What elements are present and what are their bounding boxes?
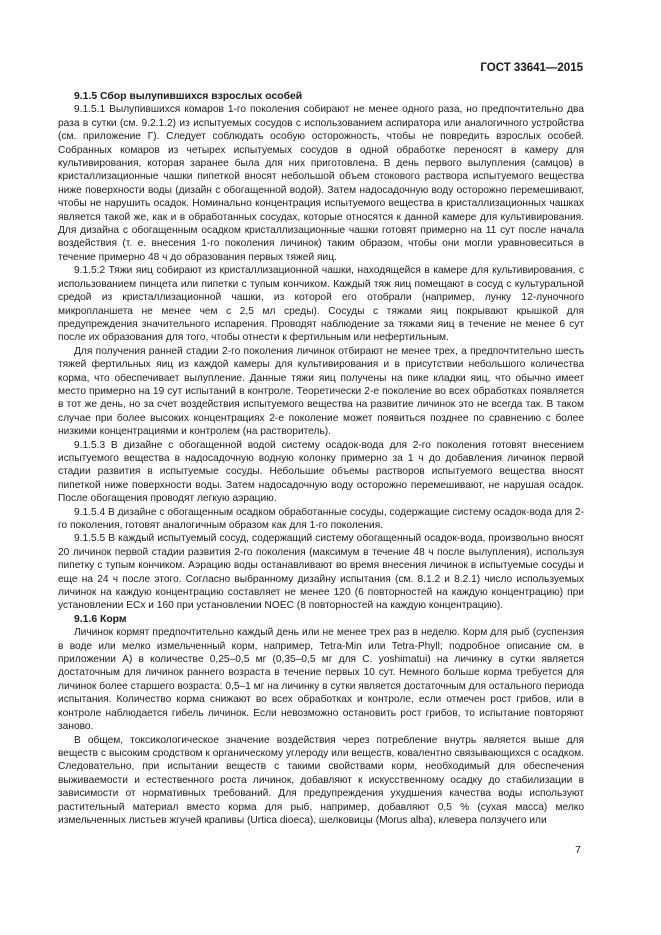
paragraph: 9.1.5.1 Вылупившихся комаров 1-го поколения собирают не менее одного раза, но предпочтительно два раза в сутки (см. 9.2.1.2) из испытуемых сосудов с использованием аспиратора или аналогичного устройства (см. приложение Г). Следует соблюдать особую осторожность, чтобы не повредить взрослых особей. Собранных комаров из четырех испытуемых сосудов в одной обработке переносят в камеру для культивирования, которая заранее была для них приготовлена. В день первого вылупления (самцов) в кристаллизационные чашки пипеткой вносят небольшой объем стокового раствора испытуемого вещества ниже поверхности воды (дизайн с обогащенной водой). Затем надосадочную воду осторожно перемешивают, чтобы не нарушить осадок. Номинально концентрация испытуемого вещества в кристаллизационных чашках является такой же, как и в обработанных сосудах, которые относятся к данной камере для культивирования. Для дизайна с обогащенным осадком кристаллизационные чашки готовят примерно на 11 сут после начала воздействия (т. е. внесения 1-го поколения личинок) таким образом, чтобы они могли уравновеситься в течение примерно 48 ч до образования первых тяжей яиц. [58,104,584,263]
document-body [58,90,584,827]
section-heading-9-1-5: 9.1.5 Сбор вылупившихся взрослых особей [74,91,303,102]
document-code: ГОСТ 33641—2015 [480,62,583,74]
paragraph: 9.1.5.4 В дизайне с обогащенным осадком обработанные сосуды, содержащие систему осадок-вода для 2-го поколения, готовят аналогичным образом как для 1-го поколения. [58,506,584,531]
paragraph: 9.1.5.2 Тяжи яиц собирают из кристаллизационной чашки, находящейся в камере для культивирования, с использованием пинцета или пипетки с тупым кончиком. Каждый тяж яиц помещают в сосуд с культуральной средой из кристаллизационной чашки, из которой его отобрали (например, лунку 12-луночного микропланшета не менее чем с 2,5 мл среды). Сосуды с тяжами яиц покрывают крышкой для предупреждения значительного испарения. Проводят наблюдение за тяжами яиц в течение не менее 6 сут после их образования для того, чтобы отнести к фертильным или нефертильным. [58,265,584,344]
section-heading-9-1-6: 9.1.6 Корм [74,613,127,625]
page-number: 7 [575,844,581,856]
paragraph: Для получения ранней стадии 2-го поколения личинок отбирают не менее трех, а предпочтительно шесть тяжей фертильных яиц из каждой камеры для культивирования и в присутствии небольшого количества корма, что обеспечивает вылупление. Данные тяжи яиц получены на пике кладки яиц, что обычно имеет место примерно на 19 сут испытаний в контроле. Теоретически 2-е поколение во всех обработках появляется в тот же день, но за счет воздействия испытуемого вещества на развитие личинок это не всегда так. В таком случае при более высоких концентрациях 2-е поколение может появиться позднее по сравнению с более низкими концентрациями и контролем (на растворитель). [58,345,584,438]
paragraph: 9.1.5.5 В каждый испытуемый сосуд, содержащий систему обогащенный осадок-вода, произвольно вносят 20 личинок первой стадии развития 2-го поколения (максимум в течение 48 ч после вылупления), используя пипетку с тупым кончиком. Аэрацию воды останавливают во время внесения личинок в испытуемые сосуды и еще на 24 ч после этого. Согласно выбранному дизайну испытания (см. 8.1.2 и 8.2.1) число используемых личинок на каждую концентрацию составляет не менее 120 (6 повторностей на каждую концентрацию) при установлении ECx и 160 при установлении NOEC (8 повторностей на каждую концентрацию). [58,533,584,612]
paragraph: 9.1.5.3 В дизайне с обогащенной водой систему осадок-вода для 2-го поколения готовят внесением испытуемого вещества в надосадочную водную колонку примерно за 1 ч до добавления личинок первой стадии развития в испытуемые сосуды. Небольшие объемы растворов испытуемого вещества вносят пипеткой ниже поверхности воды. Затем надосадочную воду осторожно перемешивают, не нарушая осадок. После обогащения проводят легкую аэрацию. [58,439,584,505]
paragraph: В общем, токсикологическое значение воздействия через потребление внутрь является выше для веществ с высоким сродством к органическому углероду или веществ, ковалентно связывающихся с осадком. Следовательно, при испытании веществ с такими свойствами корм, необходимый для обеспечения выживаемости и естественного роста личинок, добавляют к искусственному осадку до стабилизации в зависимости от нормативных требований. Для предупреждения ухудшения качества воды используют растительный материал вместо корма для рыб, например, добавляют 0,5 % (сухая масса) мелко измельченных листьев жгучей крапивы (Urtica dioeca), шелковицы (Morus alba), клевера ползучего или [58,734,584,826]
paragraph: Личинок кормят предпочтительно каждый день или не менее трех раз в неделю. Корм для рыб (суспензия в воде или мелко измельченный корм, например, Tetra-Min или Tetra-Phyll; подробное описание см. в приложении А) в количестве 0,25–0,5 мг (0,35–0,5 мг для C. yoshimatui) на личинку в сутки является достаточным для личинок раннего возраста в течение первых 10 сут. Немного больше корма требуется для личинок более старшего возраста: 0,5–1 мг на личинку в сутки является достаточным для остального периода испытания. Количество корма снижают во всех обработках и контроле, если отмечен рост грибов, или в контроле наблюдается гибель личинок. Если невозможно остановить рост грибов, то испытание повторяют заново. [58,627,584,733]
